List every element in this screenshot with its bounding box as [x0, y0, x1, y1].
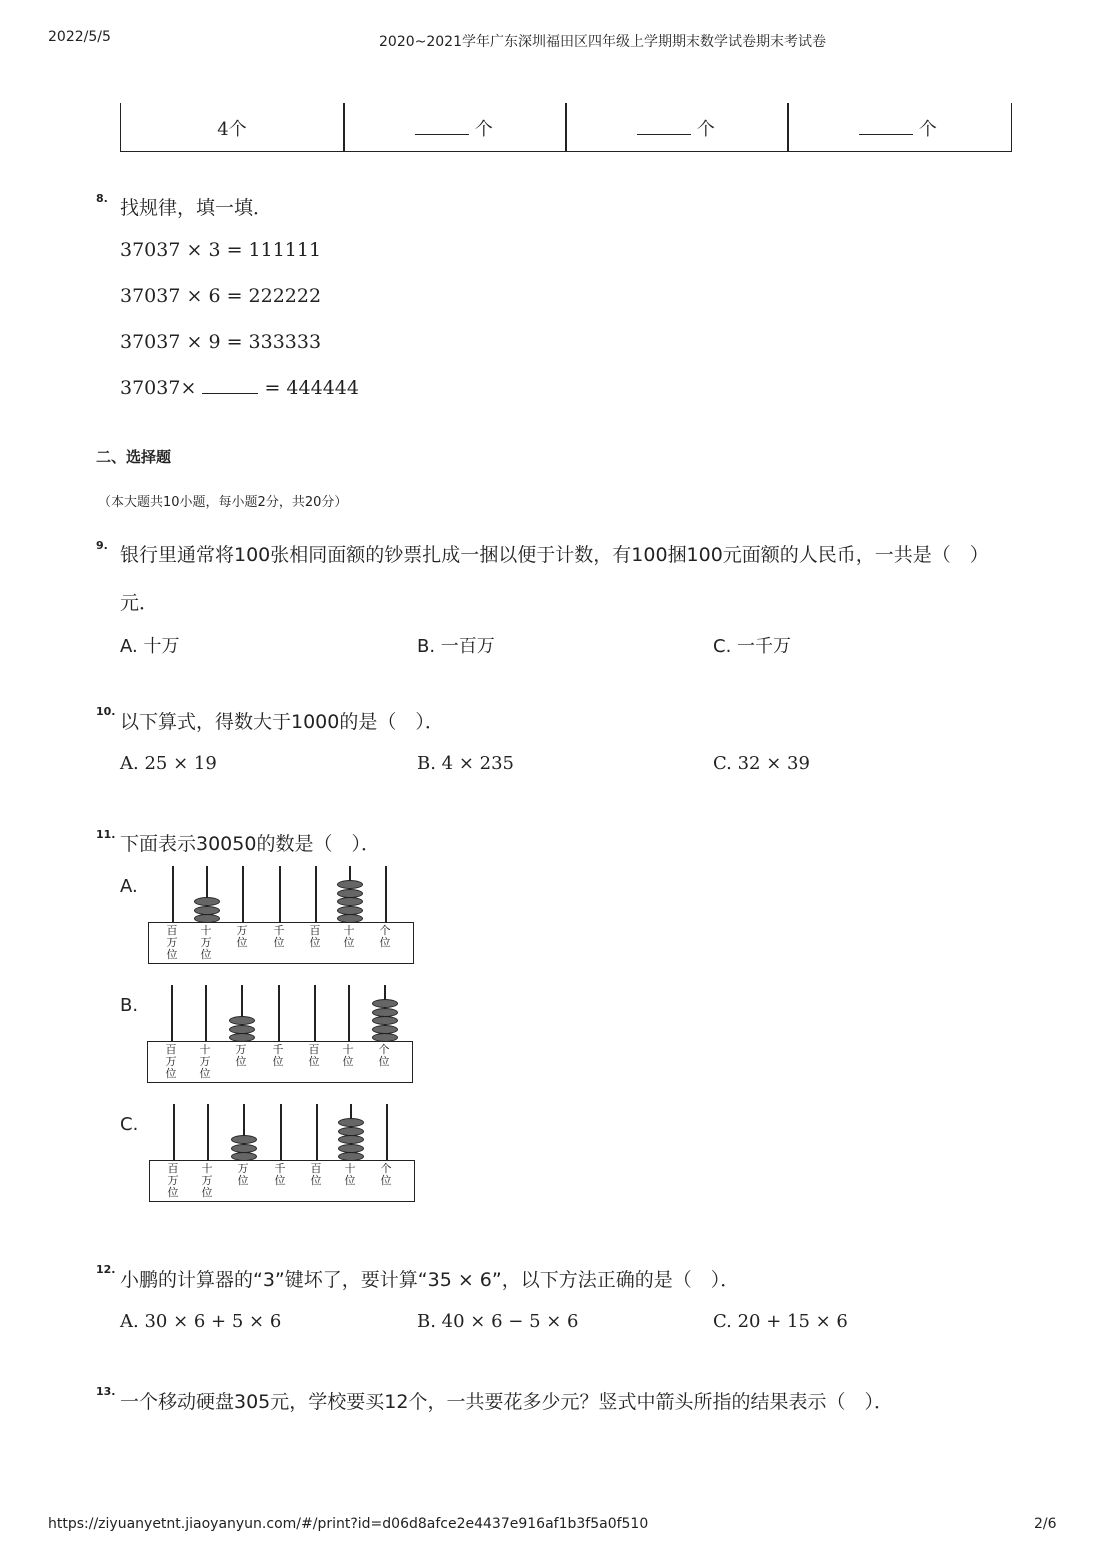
- document-title: 2020~2021学年广东深圳福田区四年级上学期期末数学试卷期末考试卷: [379, 34, 826, 50]
- abacus-rod: [205, 985, 207, 1042]
- place-label: 万 位: [235, 1043, 247, 1068]
- equation-left: 37037×: [120, 377, 197, 399]
- table-cell-3: [565, 115, 787, 141]
- abacus-bead: [231, 1152, 257, 1161]
- abacus-bead: [229, 1025, 255, 1034]
- abacus-option-c[interactable]: [149, 1104, 417, 1204]
- place-label: 十 位: [343, 924, 355, 949]
- pattern-line-1: 37037 × 3 = 111111: [120, 239, 322, 261]
- question-number: 8.: [96, 192, 108, 205]
- place-label: 百 位: [308, 1043, 320, 1068]
- answer-blank[interactable]: [637, 134, 691, 135]
- abacus-rod: [207, 1104, 209, 1161]
- place-label: 千 位: [274, 1162, 286, 1187]
- abacus-bead: [194, 906, 220, 915]
- abacus-bead: [337, 914, 363, 923]
- abacus-rod: [314, 985, 316, 1042]
- abacus-bead: [337, 889, 363, 898]
- section-note: （本大题共10小题，每小题2分，共20分）: [98, 495, 348, 510]
- abacus-bead: [338, 1152, 364, 1161]
- abacus-rod: [385, 866, 387, 923]
- option-a-label[interactable]: A.: [120, 876, 138, 897]
- abacus-rod: [386, 1104, 388, 1161]
- question-number: 12.: [96, 1263, 116, 1276]
- option-b[interactable]: B. 一百万: [417, 636, 495, 657]
- question-text-cont: 元．: [120, 592, 159, 614]
- option-b[interactable]: B. 4 × 235: [417, 753, 515, 774]
- place-label: 个 位: [378, 1043, 390, 1068]
- place-label: 百 位: [309, 924, 321, 949]
- abacus-option-a[interactable]: [148, 866, 416, 966]
- place-label: 十 位: [342, 1043, 354, 1068]
- abacus-bead: [372, 1025, 398, 1034]
- place-label: 十 位: [344, 1162, 356, 1187]
- question-text: 一个移动硬盘305元，学校要买12个，一共要花多少元？竖式中箭头所指的结果表示（ ）．: [120, 1391, 893, 1413]
- abacus-bead: [338, 1127, 364, 1136]
- abacus-bead: [337, 897, 363, 906]
- table-cell-1: 4个: [217, 119, 247, 140]
- place-label: 百 万 位: [167, 1162, 179, 1199]
- abacus-bead: [194, 914, 220, 923]
- option-b-label[interactable]: B.: [120, 995, 139, 1016]
- abacus-bead: [231, 1135, 257, 1144]
- place-label: 千 位: [272, 1043, 284, 1068]
- place-label: 百 位: [310, 1162, 322, 1187]
- abacus-bead: [338, 1144, 364, 1153]
- abacus-bead: [338, 1118, 364, 1127]
- abacus-rod: [172, 866, 174, 923]
- pattern-line-2: 37037 × 6 = 222222: [120, 285, 322, 307]
- question-text: 找规律，填一填．: [120, 197, 273, 219]
- abacus-bead: [372, 999, 398, 1008]
- option-a[interactable]: A. 30 × 6 + 5 × 6: [120, 1311, 282, 1332]
- place-label: 百 万 位: [166, 924, 178, 961]
- abacus-bead: [194, 897, 220, 906]
- option-a[interactable]: A. 十万: [120, 636, 180, 657]
- unit-label: 个: [474, 119, 493, 140]
- table-cell-4: [787, 115, 1009, 141]
- option-c[interactable]: C. 32 × 39: [713, 753, 810, 774]
- place-label: 万 位: [237, 1162, 249, 1187]
- unit-label: 个: [696, 119, 715, 140]
- abacus-bead: [372, 1008, 398, 1017]
- abacus-rod: [348, 985, 350, 1042]
- option-b[interactable]: B. 40 × 6 − 5 × 6: [417, 1311, 579, 1332]
- place-label: 个 位: [380, 1162, 392, 1187]
- abacus-option-b[interactable]: [147, 985, 415, 1085]
- abacus-rod: [173, 1104, 175, 1161]
- abacus-rod: [242, 866, 244, 923]
- abacus-bead: [229, 1033, 255, 1042]
- print-date: 2022/5/5: [48, 29, 111, 45]
- unit-label: 个: [918, 119, 937, 140]
- abacus-bead: [229, 1016, 255, 1025]
- answer-blank[interactable]: [415, 134, 469, 135]
- equation-right: = 444444: [264, 377, 359, 399]
- table-cell-2: [343, 115, 565, 141]
- option-c[interactable]: C. 一千万: [713, 636, 792, 657]
- page-url: https://ziyuanyetnt.jiaoyanyun.com/#/print?id=d06d8afce2e4437e916af1b3f5a0f510: [48, 1516, 649, 1532]
- place-label: 十 万 位: [201, 1162, 213, 1199]
- page-number: 2/6: [1034, 1516, 1057, 1532]
- abacus-rod: [280, 1104, 282, 1161]
- place-label: 千 位: [273, 924, 285, 949]
- abacus-bead: [337, 906, 363, 915]
- place-label: 万 位: [236, 924, 248, 949]
- pattern-line-4: [120, 377, 359, 399]
- question-text: 银行里通常将100张相同面额的钞票扎成一捆以便于计数，有100捆100元面额的人民币，一共是（ ）: [120, 544, 989, 566]
- abacus-bead: [372, 1016, 398, 1025]
- place-label: 十 万 位: [200, 924, 212, 961]
- place-label: 个 位: [379, 924, 391, 949]
- question-number: 9.: [96, 539, 108, 552]
- abacus-rod: [171, 985, 173, 1042]
- abacus-rod: [278, 985, 280, 1042]
- abacus-bead: [231, 1144, 257, 1153]
- abacus-bead: [337, 880, 363, 889]
- question-number: 10.: [96, 705, 116, 718]
- question-number: 13.: [96, 1385, 116, 1398]
- question-text: 下面表示30050的数是（ ）．: [120, 833, 380, 855]
- option-a[interactable]: A. 25 × 19: [120, 753, 217, 774]
- pattern-line-3: 37037 × 9 = 333333: [120, 331, 322, 353]
- abacus-rod: [279, 866, 281, 923]
- question-number: 11.: [96, 828, 116, 841]
- question-text: 小鹏的计算器的“3”键坏了，要计算“35 × 6”，以下方法正确的是（ ）．: [120, 1269, 740, 1291]
- section-title: 二、选择题: [96, 448, 172, 466]
- option-c[interactable]: C. 20 + 15 × 6: [713, 1311, 848, 1332]
- question-text: 以下算式，得数大于1000的是（ ）．: [120, 711, 444, 733]
- answer-table: [120, 103, 1012, 152]
- answer-blank[interactable]: [202, 393, 258, 394]
- option-c-label[interactable]: C.: [120, 1114, 139, 1135]
- answer-blank[interactable]: [859, 134, 913, 135]
- abacus-bead: [338, 1135, 364, 1144]
- abacus-rod: [316, 1104, 318, 1161]
- place-label: 十 万 位: [199, 1043, 211, 1080]
- place-label: 百 万 位: [165, 1043, 177, 1080]
- abacus-rod: [315, 866, 317, 923]
- abacus-bead: [372, 1033, 398, 1042]
